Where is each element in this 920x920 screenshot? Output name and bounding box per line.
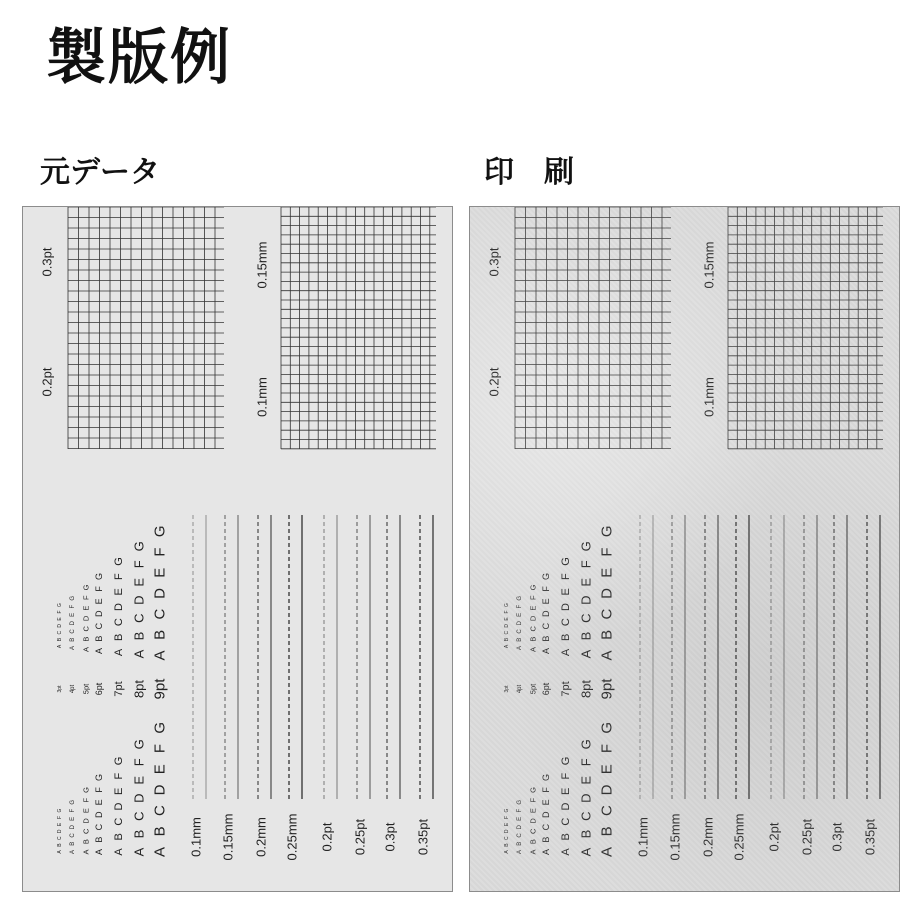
sample-letter-upper: G: [81, 584, 91, 591]
grid-block-pt: [515, 207, 671, 449]
sample-letter-upper: D: [113, 602, 125, 611]
sample-letter-upper: A: [541, 647, 551, 655]
sample-letter-lower: F: [578, 758, 594, 767]
sample-letter-upper: A: [113, 648, 125, 657]
sample-letter-lower: A: [517, 849, 523, 855]
line-width-label-0.2mm: 0.2mm: [700, 817, 716, 857]
sample-letter-lower: G: [560, 756, 572, 766]
sample-letter-upper: C: [81, 626, 91, 632]
sample-letter-upper: C: [598, 608, 616, 620]
line-width-label-0.2mm: 0.2mm: [253, 817, 269, 857]
sample-letter-upper: D: [541, 610, 551, 617]
sample-letter-lower: E: [151, 764, 169, 775]
sample-letter-lower: D: [578, 793, 594, 803]
sample-letter-upper: F: [560, 573, 572, 580]
sample-letter-upper: E: [131, 577, 147, 587]
sample-letter-upper: F: [528, 595, 538, 601]
print-label: 印刷: [484, 155, 604, 190]
sample-letter-lower: D: [560, 802, 572, 811]
sample-letter-upper: E: [57, 617, 63, 621]
grid-label-0-15mm: 0.15mm: [254, 241, 270, 289]
sample-letter-lower: E: [131, 775, 147, 785]
sample-letter-lower: F: [113, 772, 125, 780]
sample-letter-lower: D: [541, 811, 551, 818]
sample-letter-upper: E: [560, 588, 572, 596]
sample-letter-lower: C: [113, 817, 125, 826]
font-size-label-8pt: 8pt: [131, 679, 147, 699]
sample-letter-lower: G: [578, 739, 594, 750]
sample-letter-lower: G: [541, 773, 551, 781]
sample-letter-lower: D: [151, 784, 169, 796]
sample-letter-upper: B: [113, 633, 125, 641]
sample-letter-upper: D: [151, 587, 169, 599]
font-size-label-7pt: 7pt: [113, 681, 125, 697]
font-size-label-9pt: 9pt: [598, 678, 616, 700]
sample-letter-lower: B: [70, 841, 76, 846]
sample-letter-lower: A: [131, 847, 147, 857]
sample-letter-upper: G: [560, 557, 572, 566]
sample-letter-lower: E: [598, 764, 616, 775]
sample-letter-upper: E: [94, 598, 104, 605]
sample-letter-lower: F: [57, 815, 63, 820]
sample-letter-lower: B: [94, 836, 104, 843]
sample-letter-upper: C: [560, 618, 572, 627]
sample-letter-upper: A: [131, 649, 147, 659]
line-width-label-0.35pt: 0.35pt: [415, 818, 431, 856]
sample-letter-lower: A: [578, 847, 594, 857]
sample-letter-upper: C: [578, 613, 594, 623]
sample-letter-lower: A: [57, 850, 63, 854]
original-data-label: 元データ: [40, 155, 160, 190]
sample-letter-upper: G: [113, 557, 125, 566]
line-width-label-0.2pt: 0.2pt: [319, 822, 335, 852]
font-size-label-8pt: 8pt: [578, 679, 594, 699]
line-width-label-0.25mm: 0.25mm: [284, 813, 300, 861]
sample-letter-upper: C: [504, 630, 510, 635]
sample-letter-lower: C: [131, 811, 147, 821]
sample-letter-upper: C: [517, 629, 523, 634]
sample-letter-upper: A: [504, 644, 510, 649]
sample-letter-lower: F: [541, 787, 551, 793]
sample-letter-lower: D: [113, 802, 125, 811]
sample-letter-lower: A: [151, 846, 169, 858]
sample-letter-upper: A: [57, 644, 63, 649]
print-panel: [469, 206, 900, 892]
sample-letter-upper: D: [94, 610, 104, 617]
sample-letter-lower: G: [131, 739, 147, 750]
font-size-label-4pt: 4pt: [517, 684, 523, 694]
sample-letter-lower: C: [94, 823, 104, 831]
font-size-label-5pt: 5pt: [528, 683, 538, 695]
sample-letter-upper: C: [151, 608, 169, 620]
sample-letter-lower: D: [504, 829, 510, 834]
sample-letter-lower: G: [504, 808, 510, 813]
sample-letter-upper: A: [560, 648, 572, 657]
sample-letter-lower: B: [517, 841, 523, 846]
sample-letter-upper: G: [578, 541, 594, 552]
sample-letter-lower: F: [517, 808, 523, 813]
sample-letter-upper: D: [70, 620, 76, 626]
sample-letter-upper: C: [541, 622, 551, 630]
grid-label-0-2pt: 0.2pt: [39, 367, 55, 397]
sample-letter-upper: D: [57, 623, 63, 628]
sample-letter-upper: B: [57, 637, 63, 642]
sample-letter-upper: G: [151, 525, 169, 538]
sample-letter-upper: A: [94, 647, 104, 655]
sample-letter-lower: D: [57, 829, 63, 834]
grid-block-mm: [728, 207, 883, 449]
sample-letter-lower: E: [528, 808, 538, 814]
sample-letter-upper: F: [541, 586, 551, 592]
line-width-label-0.15mm: 0.15mm: [667, 813, 683, 861]
sample-letter-lower: B: [81, 839, 91, 845]
sample-letter-lower: A: [94, 848, 104, 856]
sample-letter-upper: D: [578, 595, 594, 605]
grid-label-0-2pt: 0.2pt: [486, 367, 502, 397]
sample-letter-upper: A: [81, 646, 91, 653]
sample-letter-upper: A: [517, 645, 523, 651]
sample-letter-upper: F: [598, 547, 616, 557]
sample-letter-upper: B: [504, 637, 510, 642]
sample-letter-lower: C: [57, 836, 63, 841]
sample-letter-lower: E: [517, 816, 523, 821]
font-size-label-6pt: 6pt: [541, 682, 551, 696]
sample-letter-upper: A: [598, 650, 616, 661]
line-width-label-0.3pt: 0.3pt: [829, 822, 845, 852]
sample-letter-upper: G: [94, 572, 104, 580]
sample-letter-upper: G: [504, 603, 510, 608]
sample-letter-lower: E: [504, 822, 510, 827]
sample-letter-upper: D: [598, 587, 616, 599]
sample-letter-lower: F: [504, 815, 510, 820]
sample-letter-lower: B: [151, 826, 169, 837]
sample-letter-lower: A: [541, 848, 551, 856]
sample-letter-upper: G: [57, 603, 63, 608]
sample-letter-lower: F: [131, 758, 147, 767]
font-size-label-3pt: 3pt: [57, 685, 63, 693]
line-width-label-0.3pt: 0.3pt: [382, 822, 398, 852]
sample-letter-lower: G: [70, 799, 76, 805]
sample-letter-upper: F: [57, 610, 63, 614]
sample-letter-upper: C: [57, 630, 63, 635]
font-size-label-7pt: 7pt: [560, 681, 572, 697]
sample-letter-upper: E: [70, 612, 76, 617]
grid-label-0-1mm: 0.1mm: [254, 377, 270, 417]
sample-letter-upper: G: [70, 595, 76, 601]
sample-letter-upper: A: [151, 650, 169, 661]
sample-letter-upper: G: [528, 584, 538, 591]
sample-letter-upper: D: [528, 615, 538, 622]
printed-test-sheet: [470, 207, 901, 893]
sample-letter-upper: B: [94, 635, 104, 642]
sample-letter-lower: E: [70, 816, 76, 821]
sample-letter-lower: E: [81, 808, 91, 814]
sample-letter-upper: F: [151, 547, 169, 557]
sample-letter-lower: G: [113, 756, 125, 766]
grid-block-pt: [68, 207, 224, 449]
sample-letter-upper: A: [578, 649, 594, 659]
sample-letter-upper: A: [528, 646, 538, 653]
sample-letter-lower: B: [113, 833, 125, 841]
sample-letter-lower: F: [528, 797, 538, 803]
sample-letter-lower: F: [94, 787, 104, 793]
page-title: 製版例: [46, 23, 232, 93]
sample-letter-lower: F: [560, 772, 572, 780]
sample-letter-lower: B: [57, 843, 63, 847]
sample-letter-lower: B: [131, 829, 147, 839]
sample-letter-lower: D: [81, 818, 91, 824]
sample-letter-lower: C: [560, 817, 572, 826]
sample-letter-lower: A: [598, 846, 616, 858]
sample-letter-upper: F: [70, 604, 76, 609]
sample-letter-upper: E: [151, 567, 169, 578]
sample-letter-upper: G: [598, 525, 616, 538]
sample-letter-lower: G: [81, 786, 91, 793]
sample-letter-lower: F: [598, 743, 616, 754]
sample-letter-upper: D: [560, 602, 572, 611]
sample-letter-upper: F: [81, 595, 91, 601]
sample-letter-upper: F: [94, 586, 104, 592]
sample-letter-lower: B: [578, 829, 594, 839]
sample-letter-lower: E: [560, 787, 572, 795]
sample-letter-upper: B: [131, 631, 147, 641]
sample-letter-lower: A: [528, 849, 538, 855]
sample-letter-lower: G: [528, 786, 538, 793]
grid-label-0-3pt: 0.3pt: [39, 247, 55, 277]
font-size-label-3pt: 3pt: [504, 685, 510, 693]
sample-letter-upper: C: [94, 622, 104, 630]
sample-letter-lower: D: [517, 824, 523, 830]
sample-letter-upper: F: [113, 573, 125, 580]
sample-letter-lower: D: [131, 793, 147, 803]
sample-letter-lower: A: [113, 848, 125, 856]
original-test-sheet: [23, 207, 454, 893]
sample-letter-lower: E: [113, 787, 125, 795]
line-width-label-0.25pt: 0.25pt: [799, 818, 815, 856]
sample-letter-lower: C: [504, 836, 510, 841]
sample-letter-lower: C: [541, 823, 551, 831]
sample-letter-lower: A: [81, 849, 91, 855]
sample-letter-lower: E: [578, 775, 594, 785]
sample-letter-upper: F: [504, 610, 510, 614]
sample-letter-upper: E: [113, 588, 125, 596]
sample-letter-lower: C: [151, 805, 169, 817]
sample-letter-upper: E: [598, 567, 616, 578]
sample-letter-lower: G: [57, 808, 63, 813]
sample-letter-lower: A: [70, 849, 76, 855]
sample-letter-upper: B: [598, 629, 616, 640]
sample-letter-lower: B: [504, 843, 510, 847]
sample-letter-lower: B: [560, 833, 572, 841]
sample-letter-upper: B: [70, 637, 76, 642]
sample-letter-lower: D: [528, 818, 538, 824]
sample-letter-upper: C: [528, 626, 538, 632]
sample-letter-upper: D: [517, 620, 523, 626]
sample-letter-lower: D: [94, 811, 104, 818]
sample-letter-upper: D: [504, 623, 510, 628]
sample-letter-upper: F: [131, 560, 147, 569]
sample-letter-lower: E: [541, 799, 551, 806]
sample-letter-upper: B: [517, 637, 523, 642]
sample-letter-upper: G: [541, 572, 551, 580]
sample-letter-upper: E: [528, 605, 538, 611]
sample-letter-lower: C: [517, 833, 523, 838]
sample-letter-lower: F: [81, 797, 91, 803]
sample-letter-lower: B: [528, 839, 538, 845]
sample-letter-lower: F: [70, 808, 76, 813]
sample-letter-lower: G: [94, 773, 104, 781]
sample-letter-upper: B: [541, 635, 551, 642]
sample-letter-lower: B: [598, 826, 616, 837]
sample-letter-upper: C: [131, 613, 147, 623]
sample-letter-upper: F: [517, 604, 523, 609]
original-data-panel: [22, 206, 453, 892]
sample-letter-upper: B: [151, 629, 169, 640]
line-width-label-0.25pt: 0.25pt: [352, 818, 368, 856]
sample-letter-lower: G: [151, 721, 169, 734]
font-size-label-4pt: 4pt: [70, 684, 76, 694]
grid-label-0-1mm: 0.1mm: [701, 377, 717, 417]
line-width-label-0.1mm: 0.1mm: [188, 817, 204, 857]
line-width-label-0.2pt: 0.2pt: [766, 822, 782, 852]
font-size-label-6pt: 6pt: [94, 682, 104, 696]
sample-letter-upper: G: [517, 595, 523, 601]
sample-letter-lower: G: [598, 721, 616, 734]
sample-letter-lower: D: [598, 784, 616, 796]
line-width-label-0.15mm: 0.15mm: [220, 813, 236, 861]
sample-letter-lower: D: [70, 824, 76, 830]
sample-letter-upper: C: [70, 629, 76, 634]
sample-letter-lower: C: [528, 828, 538, 835]
sample-letter-lower: C: [81, 828, 91, 835]
sample-letter-upper: E: [504, 617, 510, 621]
sample-letter-lower: E: [94, 799, 104, 806]
sample-letter-upper: D: [131, 595, 147, 605]
sample-letter-upper: D: [81, 615, 91, 622]
line-width-label-0.25mm: 0.25mm: [731, 813, 747, 861]
sample-letter-upper: E: [578, 577, 594, 587]
sample-letter-upper: C: [113, 618, 125, 627]
sample-letter-upper: E: [81, 605, 91, 611]
sample-letter-upper: G: [131, 541, 147, 552]
sample-letter-upper: B: [578, 631, 594, 641]
grid-label-0-15mm: 0.15mm: [701, 241, 717, 289]
sample-letter-lower: C: [70, 833, 76, 838]
sample-letter-lower: B: [541, 836, 551, 843]
font-size-label-5pt: 5pt: [81, 683, 91, 695]
sample-letter-lower: A: [504, 850, 510, 854]
line-width-label-0.35pt: 0.35pt: [862, 818, 878, 856]
sample-letter-lower: G: [517, 799, 523, 805]
sample-letter-lower: C: [598, 805, 616, 817]
sample-letter-upper: B: [528, 636, 538, 642]
sample-letter-lower: F: [151, 743, 169, 754]
line-width-label-0.1mm: 0.1mm: [635, 817, 651, 857]
grid-label-0-3pt: 0.3pt: [486, 247, 502, 277]
sample-letter-upper: A: [70, 645, 76, 651]
grid-block-mm: [281, 207, 436, 449]
sample-letter-upper: E: [517, 612, 523, 617]
sample-letter-upper: F: [578, 560, 594, 569]
font-size-label-9pt: 9pt: [151, 678, 169, 700]
sample-letter-lower: E: [57, 822, 63, 827]
sample-letter-upper: B: [81, 636, 91, 642]
sample-letter-lower: C: [578, 811, 594, 821]
sample-letter-lower: A: [560, 848, 572, 856]
sample-letter-upper: B: [560, 633, 572, 641]
sample-letter-upper: E: [541, 598, 551, 605]
